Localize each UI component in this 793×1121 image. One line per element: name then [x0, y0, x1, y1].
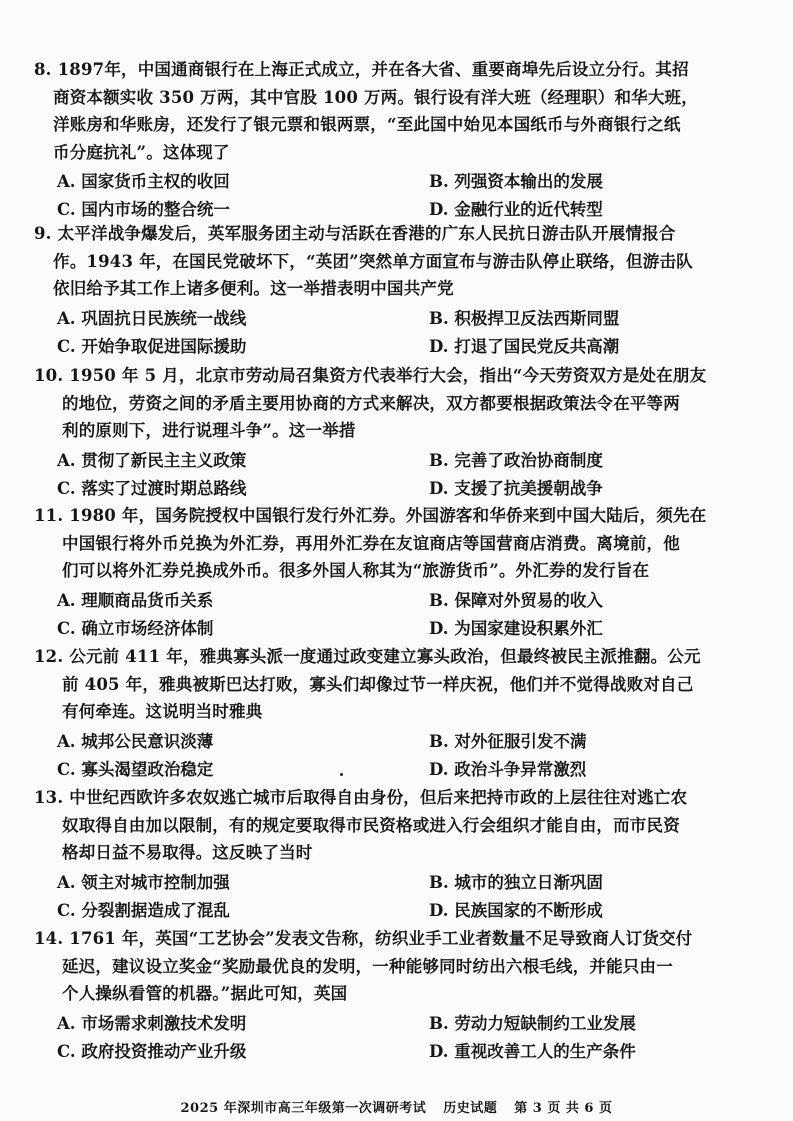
page-footer — [0, 1097, 793, 1116]
question-stem: 8. 1897年，中国通商银行在上海正式成立，并在各大省、重要商埠先后设立分行。其招 商资本额实收 350 万两，其中官股 100 万两。银行设有洋大班（经理职）和华大班， 洋账房和华账房，还发行了银元票和银两票，“至此国中始见本国纸币与外商银行之纸 币分庭抗礼”。这体现了 — [34, 60, 698, 162]
footer-subject: 历史试题 — [443, 1101, 498, 1116]
option-d[interactable]: D. 民族国家的不断形成 — [429, 900, 603, 920]
option-c[interactable]: C. 确立市场经济体制 — [57, 618, 214, 638]
option-b[interactable]: B. 积极捍卫反法西斯同盟 — [429, 308, 620, 328]
question-stem: 9. 太平洋战争爆发后，英军服务团主动与活跃在香港的广东人民抗日游击队开展情报合 作。1943 年，在国民党破坏下，“英团”突然单方面宣布与游击队停止联络，但游击队 依旧给予其工作上诸多便利。这一举措表明中国共产党 — [34, 224, 693, 298]
question-stem: 12. 公元前 411 年，雅典寡头派一度通过政变建立寡头政治，但最终被民主派推翻。公元 前 405 年，雅典被斯巴达打败，寡头们却像过节一样庆祝，他们并不觉得战败对自己 有何牵连。这说明当时雅典 — [34, 647, 701, 721]
question-14 — [34, 925, 769, 1066]
question-number: 11. — [34, 506, 64, 525]
question-number: 8. — [34, 60, 52, 79]
footer-exam-title: 2025 年深圳市高三年级第一次调研考试 — [180, 1101, 427, 1116]
question-11 — [34, 502, 769, 643]
answer-options — [34, 447, 769, 503]
option-c[interactable]: C. 开始争取促进国际援助 — [57, 336, 247, 356]
option-d[interactable]: D. 重视改善工人的生产条件 — [429, 1041, 636, 1061]
option-d[interactable]: D. 政治斗争异常激烈 — [429, 759, 587, 779]
option-d[interactable]: D. 支援了抗美援朝战争 — [429, 478, 603, 498]
question-number: 14. — [34, 929, 64, 948]
question-number: 12. — [34, 647, 64, 666]
option-b[interactable]: B. 保障对外贸易的收入 — [429, 590, 603, 610]
question-8 — [34, 56, 769, 224]
question-number: 13. — [34, 788, 64, 807]
question-stem: 13. 中世纪西欧许多农奴逃亡城市后取得自由身份，但后来把持市政的上层往往对逃亡农 奴取得自由加以限制，有的规定要取得市民资格或进入行会组织才能自由，而市民资 格却日益不易取得。这反映了当时 — [34, 788, 688, 862]
option-c[interactable]: C. 落实了过渡时期总路线 — [57, 478, 247, 498]
question-stem: 11. 1980 年，国务院授权中国银行发行外汇券。外国游客和华侨来到中国大陆后，须先在 中国银行将外币兑换为外汇券，再用外汇券在友谊商店等国营商店消费。离境前，他 们可以将外汇券兑换成外币。很多外国人称其为“旅游货币”。外汇券的发行旨在 — [34, 506, 707, 580]
question-12 — [34, 643, 769, 784]
option-a[interactable]: A. 市场需求刺激技术发明 — [57, 1013, 247, 1033]
option-a[interactable]: A. 巩固抗日民族统一战线 — [57, 308, 247, 328]
answer-options — [34, 587, 769, 643]
option-a[interactable]: A. 贯彻了新民主主义政策 — [57, 450, 247, 470]
answer-options — [34, 168, 769, 224]
footer-page-number: 第 3 页 共 6 页 — [514, 1101, 613, 1116]
option-d[interactable]: D. 金融行业的近代转型 — [429, 200, 603, 219]
option-c[interactable]: C. 分裂割据造成了混乱 — [57, 900, 230, 920]
answer-options — [34, 869, 769, 925]
question-13 — [34, 784, 769, 925]
option-d[interactable]: D. 打退了国民党反共高潮 — [429, 336, 620, 356]
question-stem: 14. 1761 年，英国“工艺协会”发表文告称，纺织业手工业者数量不足导致商人订货交付 延迟，建议设立奖金“奖励最优良的发明，一种能够同时纺出六根毛线，并能只由一 个人操纵看管的机器。”据此可知，英国 — [34, 929, 693, 1003]
option-a[interactable]: A. 领主对城市控制加强 — [57, 872, 230, 892]
option-c[interactable]: C. 国内市场的整合统一 — [57, 200, 230, 219]
answer-options — [34, 728, 769, 784]
option-b[interactable]: B. 劳动力短缺制约工业发展 — [429, 1013, 636, 1033]
question-number: 9. — [34, 224, 52, 243]
option-a[interactable]: A. 国家货币主权的收回 — [57, 172, 230, 191]
option-a[interactable]: A. 理顺商品货币关系 — [57, 590, 214, 610]
answer-options — [34, 305, 769, 361]
option-b[interactable]: B. 城市的独立日渐巩固 — [429, 872, 603, 892]
option-b[interactable]: B. 完善了政治协商制度 — [429, 450, 603, 470]
option-c[interactable]: C. 政府投资推动产业升级 — [57, 1041, 247, 1061]
option-a[interactable]: A. 城邦公民意识淡薄 — [57, 731, 214, 751]
option-b[interactable]: B. 列强资本输出的发展 — [429, 172, 603, 191]
option-c[interactable]: C. 寡头渴望政治稳定 — [57, 759, 214, 779]
option-b[interactable]: B. 对外征服引发不满 — [429, 731, 587, 751]
question-number: 10. — [34, 366, 64, 385]
question-10 — [34, 362, 769, 503]
question-9 — [34, 220, 769, 361]
option-d[interactable]: D. 为国家建设积累外汇 — [429, 618, 603, 638]
scan-speck — [340, 773, 343, 776]
question-stem: 10. 1950 年 5 月，北京市劳动局召集资方代表举行大会，指出“今天劳资双方是处在朋友 的地位，劳资之间的矛盾主要用协商的方式来解决，双方都要根据政策法令在平等两 利的原则下，进行说理斗争”。这一举措 — [34, 366, 707, 440]
answer-options — [34, 1010, 769, 1066]
